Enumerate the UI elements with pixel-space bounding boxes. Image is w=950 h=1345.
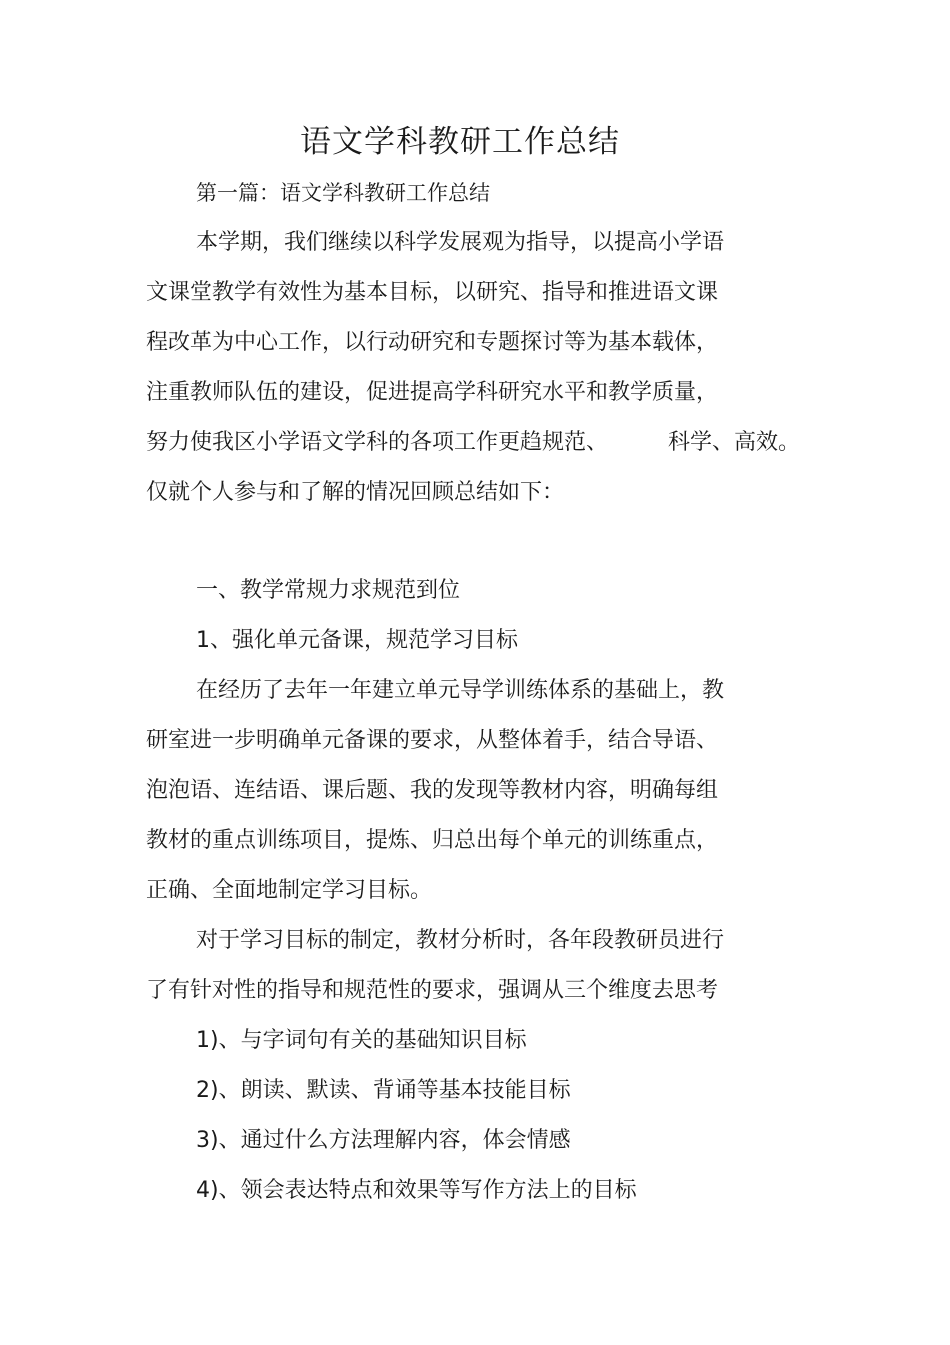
list-item: 4)、领会表达特点和效果等写作方法上的目标 [196, 1178, 637, 1203]
intro-line: 仅就个人参与和了解的情况回顾总结如下： [146, 480, 565, 505]
intro-line [146, 428, 800, 458]
section-heading: 一、教学常规力求规范到位 [196, 578, 461, 603]
item-heading: 1、强化单元备课，规范学习目标 [196, 628, 518, 653]
paragraph-line: 研室进一步明确单元备课的要求，从整体着手，结合导语、 [146, 728, 719, 753]
intro-line: 程改革为中心工作，以行动研究和专题探讨等为基本载体， [146, 330, 719, 355]
paragraph-line: 教材的重点训练项目，提炼、归总出每个单元的训练重点， [146, 828, 719, 853]
intro-line: 本学期，我们继续以科学发展观为指导，以提高小学语 [196, 230, 725, 255]
paragraph-line: 正确、全面地制定学习目标。 [146, 878, 433, 903]
paragraph-line: 了有针对性的指导和规范性的要求，强调从三个维度去思考 [146, 978, 719, 1003]
intro-line-part: 科学、高效。 [668, 430, 801, 455]
intro-line: 文课堂教学有效性为基本目标，以研究、指导和推进语文课 [146, 280, 719, 305]
document-subtitle: 第一篇：语文学科教研工作总结 [196, 181, 490, 205]
list-item: 3)、通过什么方法理解内容，体会情感 [196, 1128, 571, 1153]
paragraph-line: 对于学习目标的制定，教材分析时，各年段教研员进行 [196, 928, 725, 953]
document-title: 语文学科教研工作总结 [300, 124, 620, 160]
paragraph-line: 在经历了去年一年建立单元导学训练体系的基础上，教 [196, 678, 725, 703]
list-item: 1)、与字词句有关的基础知识目标 [196, 1028, 527, 1053]
intro-line-part: 努力使我区小学语文学科的各项工作更趋规范、 [146, 430, 609, 455]
paragraph-line: 泡泡语、连结语、课后题、我的发现等教材内容，明确每组 [146, 778, 719, 803]
list-item: 2)、朗读、默读、背诵等基本技能目标 [196, 1078, 571, 1103]
intro-line: 注重教师队伍的建设，促进提高学科研究水平和教学质量， [146, 380, 719, 405]
